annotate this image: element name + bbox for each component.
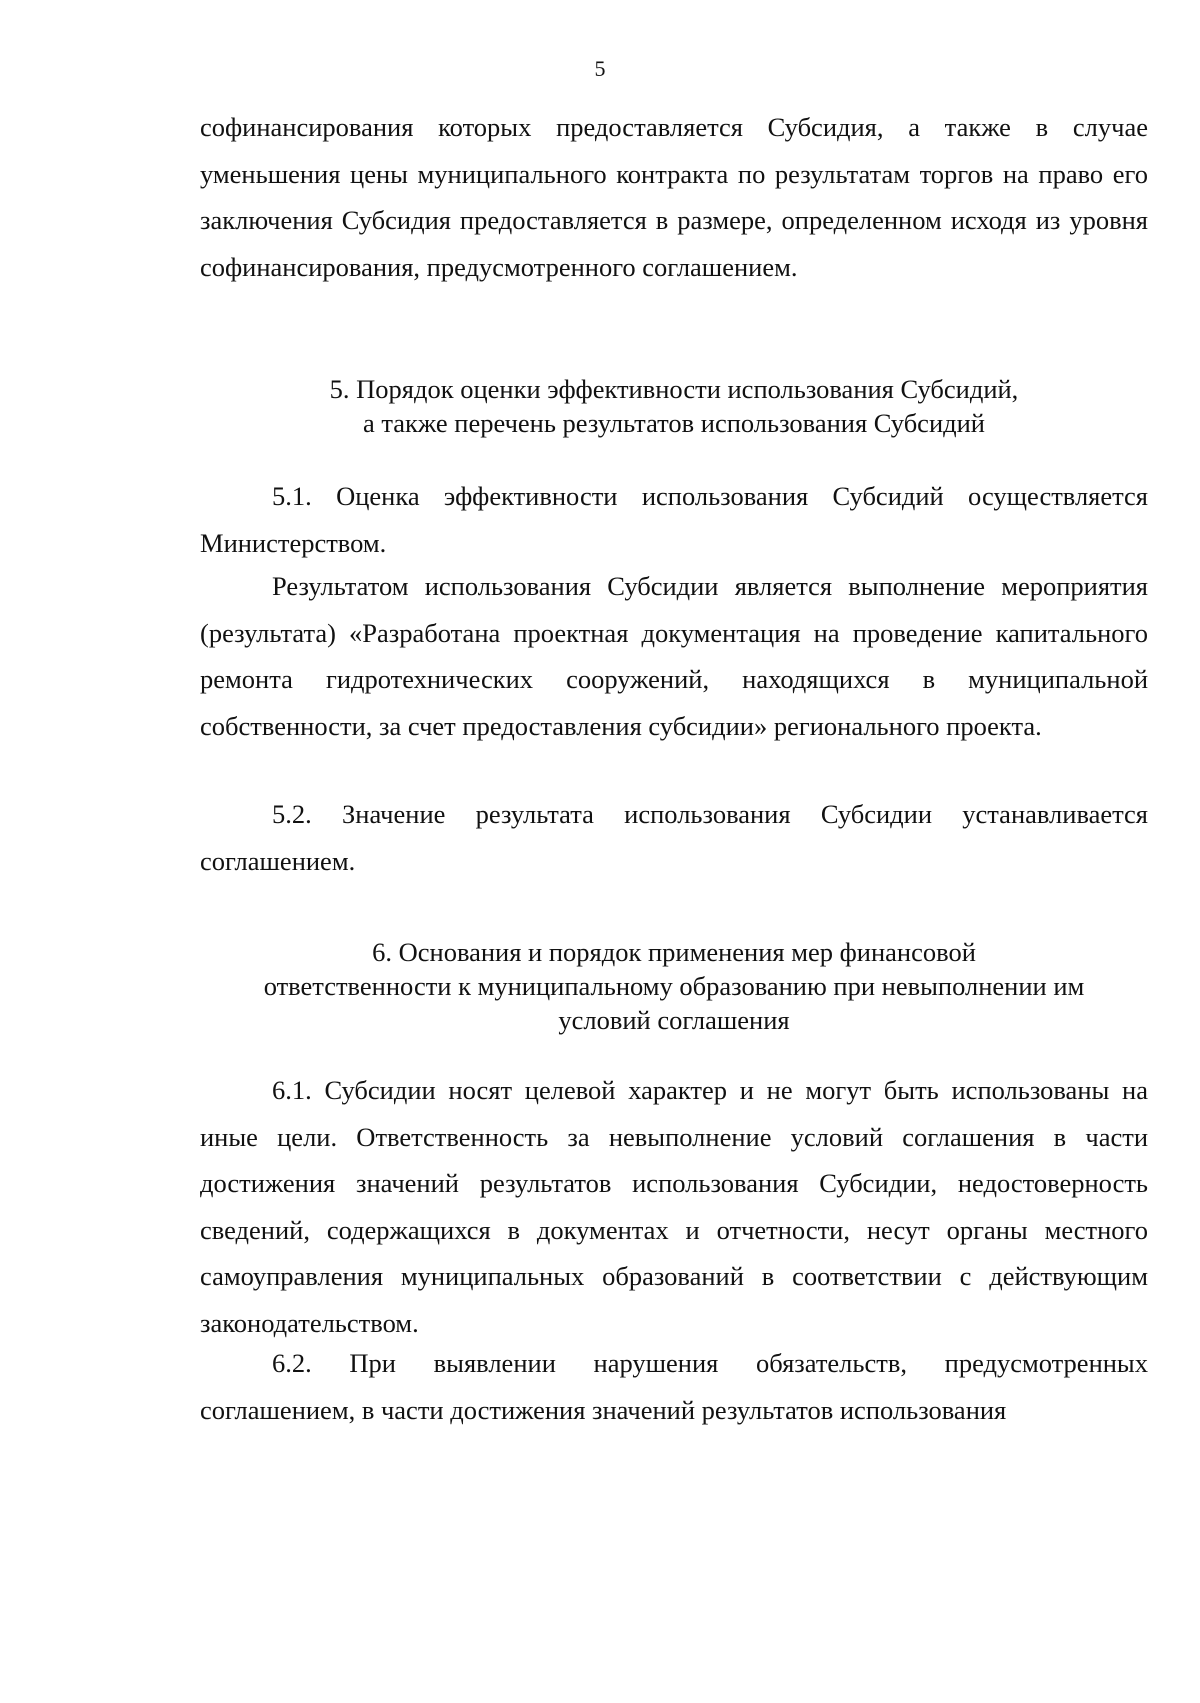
section-5-paragraph-1: 5.1. Оценка эффективности использования Субсидий осуществляется Министерством. [200, 481, 1148, 558]
section-6-heading-line-3: условий соглашения [558, 1005, 790, 1035]
section-5-paragraph-3: 5.2. Значение результата использования Субсидии устанавливается соглашением. [200, 799, 1148, 876]
section-5-heading [200, 372, 1148, 440]
section-5-paragraph-2: Результатом использования Субсидии является выполнение мероприятия (результата) «Разработана проектная документация на проведение капитального ремонта гидротехнических сооружений, находящихся в муниципальной собственности, за счет предоставления субсидии» регионального проекта. [200, 571, 1148, 741]
section-6-heading-line-2: ответственности к муниципальному образованию при невыполнении им [263, 971, 1085, 1001]
section-6-paragraph-2: 6.2. При выявлении нарушения обязательств, предусмотренных соглашением, в части достижения значений результатов использования [200, 1348, 1148, 1425]
intro-paragraph: софинансирования которых предоставляется Субсидия, а также в случае уменьшения цены муниципального контракта по результатам торгов на право его заключения Субсидия предоставляется в размере, определенном исходя из уровня софинансирования, предусмотренного соглашением. [200, 112, 1148, 282]
section-5-heading-line-2: а также перечень результатов использования Субсидий [363, 408, 985, 438]
section-5-heading-line-1: 5. Порядок оценки эффективности использования Субсидий, [329, 374, 1019, 404]
section-6-heading-line-1: 6. Основания и порядок применения мер финансовой [372, 937, 976, 967]
page-number: 5 [594, 56, 606, 81]
section-6-paragraph-1: 6.1. Субсидии носят целевой характер и не могут быть использованы на иные цели. Ответственность за невыполнение условий соглашения в части достижения значений результатов использования Субсидии, недостоверность сведений, содержащихся в документах и отчетности, несут органы местного самоуправления муниципальных образований в соответствии с действующим законодательством. [200, 1075, 1148, 1338]
section-6-heading [200, 935, 1148, 1037]
